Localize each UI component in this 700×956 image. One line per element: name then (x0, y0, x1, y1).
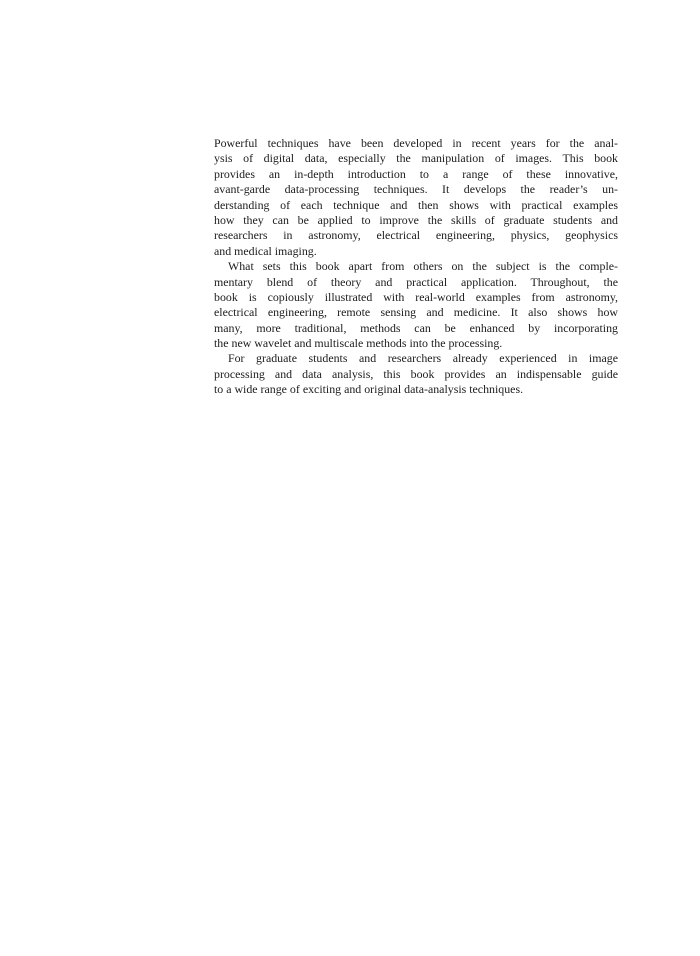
text-line: Powerful techniques have been developed in recent years for the anal- (214, 136, 618, 150)
text-line: provides an in-depth introduction to a range of these innovative, (214, 166, 618, 181)
text-line: avant-garde data-processing techniques. It develops the reader’s un- (214, 182, 618, 197)
text-line: and medical imaging. (214, 243, 317, 258)
text-line: What sets this book apart from others on the subject is the comple- (228, 259, 618, 274)
blurb-text (214, 136, 618, 398)
text-line: mentary blend of theory and practical application. Throughout, the (214, 274, 618, 289)
text-line: how they can be applied to improve the skills of graduate students and (214, 212, 618, 227)
text-line: to a wide range of exciting and original data-analysis techniques. (214, 382, 524, 397)
paragraph-3 (214, 351, 618, 397)
text-line: derstanding of each technique and then shows with practical examples (214, 197, 618, 212)
text-line: book is copiously illustrated with real-world examples from astronomy, (214, 289, 618, 304)
text-line: many, more traditional, methods can be enhanced by incorporating (214, 320, 618, 335)
paragraph-1 (214, 136, 618, 259)
text-line: For graduate students and researchers already experienced in image (228, 351, 618, 366)
paragraph-2 (214, 259, 618, 351)
text-line: the new wavelet and multiscale methods into the processing. (214, 336, 503, 351)
text-line: processing and data analysis, this book provides an indispensable guide (214, 366, 618, 381)
text-line: electrical engineering, remote sensing and medicine. It also shows how (214, 305, 618, 320)
text-line: researchers in astronomy, electrical engineering, physics, geophysics (214, 228, 618, 243)
text-line: ysis of digital data, especially the manipulation of images. This book (214, 151, 618, 166)
